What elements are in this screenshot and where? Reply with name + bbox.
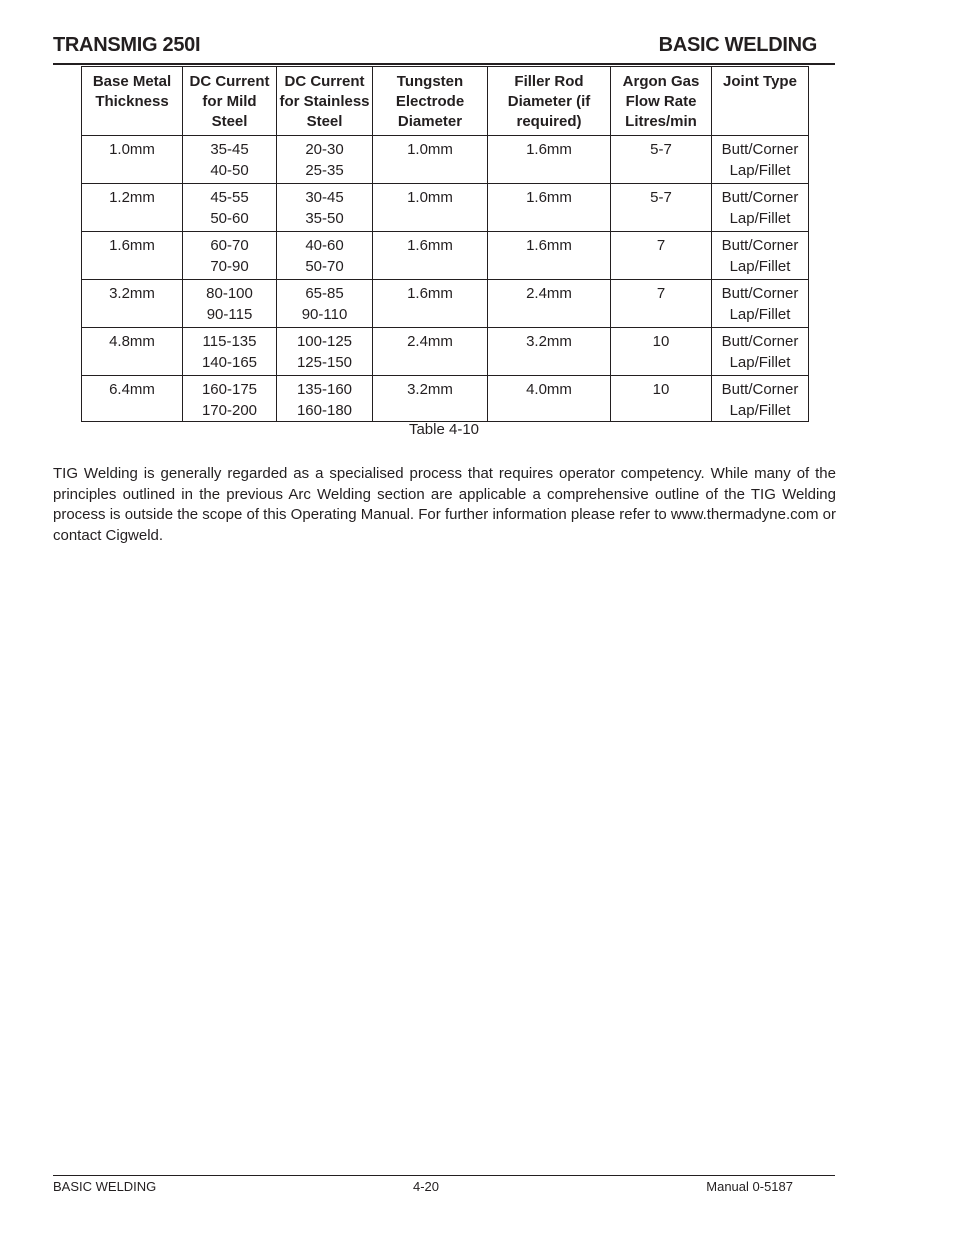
table-row xyxy=(82,280,809,328)
cell-mild-steel-current: 115-135 140-165 xyxy=(183,328,277,376)
cell-tungsten-diameter: 3.2mm xyxy=(373,376,488,422)
footer-manual-number: Manual 0-5187 xyxy=(706,1179,793,1194)
cell-mild-steel-current: 60-70 70-90 xyxy=(183,232,277,280)
cell-stainless-steel-current: 40-60 50-70 xyxy=(277,232,373,280)
table-row xyxy=(82,232,809,280)
table-header-row xyxy=(82,67,809,136)
cell-thickness: 6.4mm xyxy=(82,376,183,422)
footer-page-number: 4-20 xyxy=(413,1179,440,1194)
cell-filler-rod-diameter: 1.6mm xyxy=(488,184,611,232)
cell-argon-flow-rate: 10 xyxy=(611,376,712,422)
col-header-dc-current-mild-steel: DC Current for Mild Steel xyxy=(183,67,277,136)
cell-thickness: 1.2mm xyxy=(82,184,183,232)
header-section-title: BASIC WELDING xyxy=(658,34,817,56)
cell-joint-type: Butt/Corner Lap/Fillet xyxy=(712,280,809,328)
cell-argon-flow-rate: 10 xyxy=(611,328,712,376)
table-row xyxy=(82,376,809,422)
cell-thickness: 1.6mm xyxy=(82,232,183,280)
cell-filler-rod-diameter: 1.6mm xyxy=(488,136,611,184)
cell-thickness: 1.0mm xyxy=(82,136,183,184)
cell-thickness: 3.2mm xyxy=(82,280,183,328)
cell-joint-type: Butt/Corner Lap/Fillet xyxy=(712,328,809,376)
cell-filler-rod-diameter: 4.0mm xyxy=(488,376,611,422)
cell-joint-type: Butt/Corner Lap/Fillet xyxy=(712,136,809,184)
cell-filler-rod-diameter: 1.6mm xyxy=(488,232,611,280)
cell-stainless-steel-current: 65-85 90-110 xyxy=(277,280,373,328)
col-header-argon-gas-flow-rate: Argon Gas Flow Rate Litres/min xyxy=(611,67,712,136)
cell-stainless-steel-current: 20-30 25-35 xyxy=(277,136,373,184)
col-header-joint-type: Joint Type xyxy=(712,67,809,136)
cell-filler-rod-diameter: 3.2mm xyxy=(488,328,611,376)
table-row xyxy=(82,136,809,184)
cell-stainless-steel-current: 30-45 35-50 xyxy=(277,184,373,232)
page-header xyxy=(53,32,835,65)
cell-joint-type: Butt/Corner Lap/Fillet xyxy=(712,232,809,280)
col-header-base-metal-thickness: Base Metal Thickness xyxy=(82,67,183,136)
col-header-dc-current-stainless-steel: DC Current for Stainless Steel xyxy=(277,67,373,136)
cell-filler-rod-diameter: 2.4mm xyxy=(488,280,611,328)
cell-tungsten-diameter: 1.6mm xyxy=(373,280,488,328)
table-row xyxy=(82,184,809,232)
cell-tungsten-diameter: 2.4mm xyxy=(373,328,488,376)
cell-argon-flow-rate: 7 xyxy=(611,280,712,328)
cell-tungsten-diameter: 1.0mm xyxy=(373,136,488,184)
cell-tungsten-diameter: 1.6mm xyxy=(373,232,488,280)
cell-stainless-steel-current: 100-125 125-150 xyxy=(277,328,373,376)
page-footer xyxy=(53,1175,835,1196)
cell-mild-steel-current: 35-45 40-50 xyxy=(183,136,277,184)
cell-argon-flow-rate: 5-7 xyxy=(611,136,712,184)
tig-welding-spec-table xyxy=(81,66,809,422)
cell-tungsten-diameter: 1.0mm xyxy=(373,184,488,232)
body-paragraph: TIG Welding is generally regarded as a specialised process that requires operator competency. While many of the principles outlined in the previous Arc Welding section are applicable a comprehensive outline of the TIG Welding process is outside the scope of this Operating Manual. For further information please refer to www.thermadyne.com or contact Cigweld. xyxy=(53,465,836,544)
table-caption: Table 4-10 xyxy=(408,421,480,438)
cell-mild-steel-current: 45-55 50-60 xyxy=(183,184,277,232)
footer-section-name: BASIC WELDING xyxy=(53,1179,157,1194)
cell-argon-flow-rate: 5-7 xyxy=(611,184,712,232)
cell-argon-flow-rate: 7 xyxy=(611,232,712,280)
cell-thickness: 4.8mm xyxy=(82,328,183,376)
cell-joint-type: Butt/Corner Lap/Fillet xyxy=(712,184,809,232)
col-header-filler-rod-diameter: Filler Rod Diameter (if required) xyxy=(488,67,611,136)
cell-mild-steel-current: 80-100 90-115 xyxy=(183,280,277,328)
cell-joint-type: Butt/Corner Lap/Fillet xyxy=(712,376,809,422)
table-row xyxy=(82,328,809,376)
header-product-title: TRANSMIG 250I xyxy=(53,34,201,56)
col-header-tungsten-electrode-diameter: Tungsten Electrode Diameter xyxy=(373,67,488,136)
cell-mild-steel-current: 160-175 170-200 xyxy=(183,376,277,422)
cell-stainless-steel-current: 135-160 160-180 xyxy=(277,376,373,422)
